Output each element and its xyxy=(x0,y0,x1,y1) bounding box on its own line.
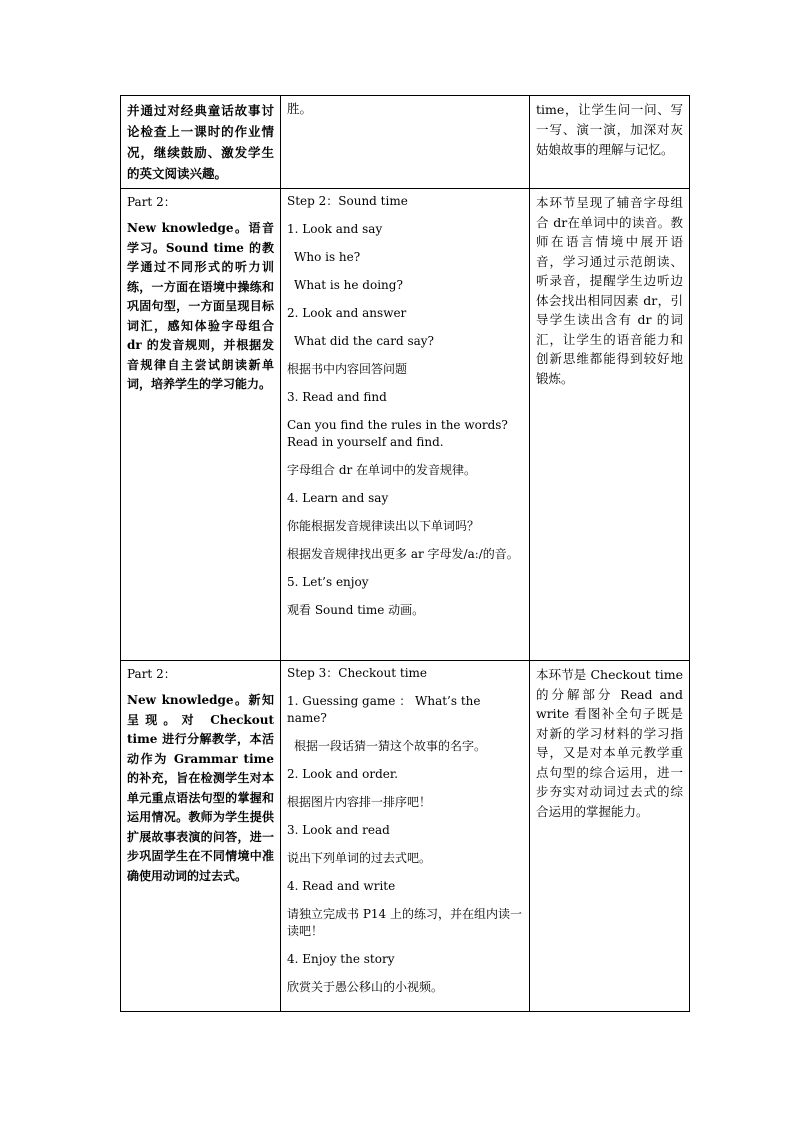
procedure-line: 根据书中内容回答问题 xyxy=(287,362,408,376)
part-label: Part 2： xyxy=(127,667,176,681)
procedure-line: 4. Learn and say xyxy=(287,491,389,505)
objective-text: New knowledge。新知呈现。对 Checkout time 进行分解教学，本活动作为 Grammar time 的补充，旨在检测学生对本单元重点语法句型的掌握和运用情况。教师为学生提供扩展故事表演的问答，进一步巩固学生在不同情境中准确使用动词的过去式。 xyxy=(127,693,274,883)
procedure-cell xyxy=(281,661,530,1012)
design-intent-cell xyxy=(530,661,690,1012)
procedure-line: Can you find the rules in the words? Read in yourself and find. xyxy=(287,418,508,449)
procedure-line: 字母组合 dr 在单词中的发音规律。 xyxy=(287,463,477,477)
table-row xyxy=(121,189,690,661)
table-row xyxy=(121,96,690,189)
procedure-line: What did the card say? xyxy=(294,334,434,348)
objective-text: 并通过对经典童话故事讨论检查上一课时的作业情况，继续鼓励、激发学生的英文阅读兴趣。 xyxy=(127,103,274,181)
procedure-line: 2. Look and answer xyxy=(287,306,407,320)
procedure-line: 根据发音规律找出更多 ar 字母发/aː/的音。 xyxy=(287,547,519,561)
procedure-line: 5. Let’s enjoy xyxy=(287,575,369,589)
objective-cell xyxy=(121,661,281,1012)
step-title: Step 3：Checkout time xyxy=(287,666,428,680)
procedure-line: 观看 Sound time 动画。 xyxy=(287,603,425,617)
procedure-line: 根据一段话猜一猜这个故事的名字。 xyxy=(294,739,487,753)
procedure-line: Who is he? xyxy=(294,250,361,264)
procedure-line: 胜。 xyxy=(287,101,313,116)
procedure-line: What is he doing? xyxy=(294,278,403,292)
procedure-line: 欣赏关于愚公移山的小视频。 xyxy=(287,980,444,994)
procedure-line: 说出下列单词的过去式吧。 xyxy=(287,851,432,865)
procedure-line: 4. Enjoy the story xyxy=(287,952,395,966)
objective-cell xyxy=(121,96,281,189)
procedure-line: 请独立完成书 P14 上的练习，并在组内读一读吧！ xyxy=(287,907,522,938)
procedure-line: 根据图片内容排一排序吧！ xyxy=(287,795,432,809)
design-intent-cell xyxy=(530,189,690,661)
objective-text: New knowledge。语音学习。Sound time 的教学通过不同形式的听力训练，一方面在语境中操练和巩固句型，一方面呈现目标词汇，感知体验字母组合 dr 的发音规则，并根据发音规律自主尝试朗读新单词，培养学生的学习能力。 xyxy=(127,221,274,391)
lesson-plan-table xyxy=(120,95,690,1012)
step-title: Step 2：Sound time xyxy=(287,194,408,208)
procedure-line: 2. Look and order. xyxy=(287,767,399,781)
procedure-line: 3. Look and read xyxy=(287,823,390,837)
procedure-line: 3. Read and find xyxy=(287,390,387,404)
part-label: Part 2： xyxy=(127,195,176,209)
procedure-line: 1. Guessing game ： What’s the name? xyxy=(287,694,481,725)
procedure-cell xyxy=(281,189,530,661)
design-intent-text: 本环节是 Checkout time 的分解部分 Read and write 看图补全句子既是对新的学习材料的学习指导，又是对本单元教学重点句型的综合运用，进一步夯实对动词过去式的综合运用的掌握能力。 xyxy=(536,667,683,819)
design-intent-text: time，让学生问一问、写一写、演一演，加深对灰姑娘故事的理解与记忆。 xyxy=(536,102,683,157)
design-intent-cell xyxy=(530,96,690,189)
table-row xyxy=(121,661,690,1012)
objective-cell xyxy=(121,189,281,661)
procedure-line: 你能根据发音规律读出以下单词吗？ xyxy=(287,519,480,533)
design-intent-text: 本环节呈现了辅音字母组合 dr在单词中的读音。教师在语言情境中展开语音，学习通过示范朗读、听录音，提醒学生边听边体会找出相同因素 dr，引导学生读出含有 dr 的词汇，让学生的语音能力和创新思维都能得到较好地锻炼。 xyxy=(536,195,683,386)
procedure-cell xyxy=(281,96,530,189)
procedure-line: 4. Read and write xyxy=(287,879,396,893)
procedure-line: 1. Look and say xyxy=(287,222,383,236)
